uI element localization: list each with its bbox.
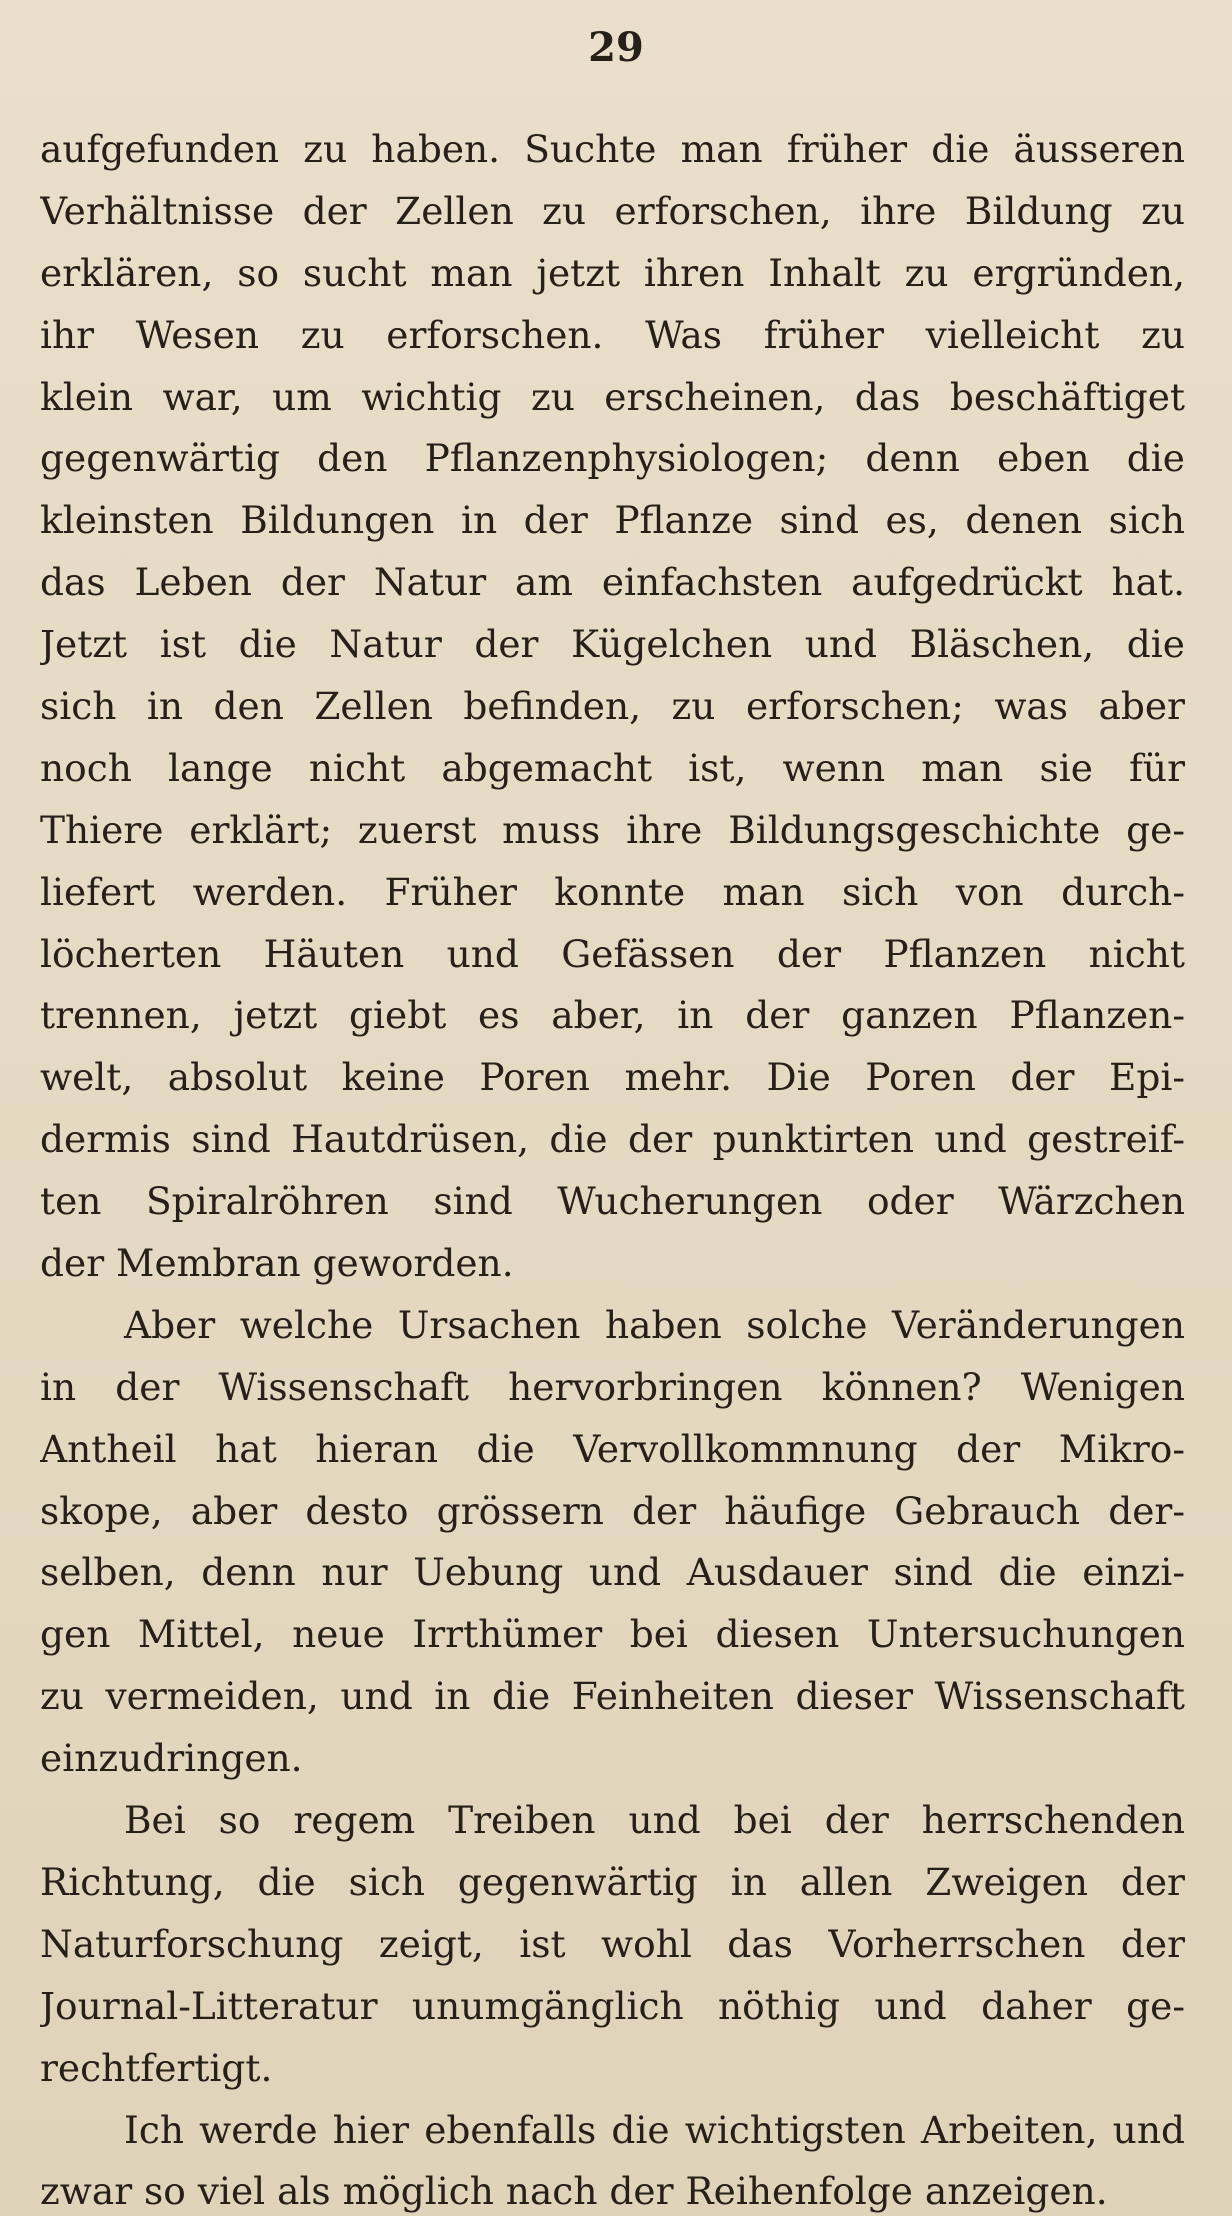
text-line: der Membran geworden. xyxy=(40,1241,514,1286)
text-line: Bei so regem Treiben und bei der herrschenden xyxy=(124,1798,1185,1843)
text-line: selben, denn nur Uebung und Ausdauer sind die einzi- xyxy=(40,1550,1185,1595)
text-line: einzudringen. xyxy=(40,1736,303,1781)
text-line: dermis sind Hautdrüsen, die der punktirten und gestreif- xyxy=(40,1117,1185,1162)
text-line: Ich werde hier ebenfalls die wichtigsten Arbeiten, und xyxy=(124,2107,1185,2152)
text-line: trennen, jetzt giebt es aber, in der ganzen Pflanzen- xyxy=(40,993,1185,1038)
text-line: noch lange nicht abgemacht ist, wenn man sie für xyxy=(40,745,1185,790)
text-line: skope, aber desto grössern der häufige Gebrauch der- xyxy=(40,1488,1185,1533)
text-line: das Leben der Natur am einfachsten aufgedrückt hat. xyxy=(40,560,1185,605)
page-number: 29 xyxy=(588,24,644,71)
text-line: aufgefunden zu haben. Suchte man früher die äusseren xyxy=(40,127,1185,171)
text-line: gen Mittel, neue Irrthümer bei diesen Untersuchungen xyxy=(40,1612,1185,1657)
text-line: Antheil hat hieran die Vervollkommnung der Mikro- xyxy=(40,1426,1185,1471)
text-line: ihr Wesen zu erforschen. Was früher vielleicht zu xyxy=(40,312,1185,357)
text-line: welt, absolut keine Poren mehr. Die Poren der Epi- xyxy=(40,1055,1185,1100)
text-line: Jetzt ist die Natur der Kügelchen und Bläschen, die xyxy=(40,622,1185,667)
text-line: rechtfertigt. xyxy=(40,2045,273,2090)
text-line: löcherten Häuten und Gefässen der Pflanzen nicht xyxy=(40,931,1185,976)
text-line: kleinsten Bildungen in der Pflanze sind es, denen sich xyxy=(40,498,1185,543)
text-line: sich in den Zellen befinden, zu erforschen; was aber xyxy=(40,684,1185,729)
text-line: ten Spiralröhren sind Wucherungen oder Wärzchen xyxy=(40,1179,1185,1224)
text-line: Thiere erklärt; zuerst muss ihre Bildungsgeschichte ge- xyxy=(40,807,1185,852)
text-line: zwar so viel als möglich nach der Reihenfolge anzeigen. xyxy=(40,2169,1108,2214)
text-line: erklären, so sucht man jetzt ihren Inhalt zu ergründen, xyxy=(40,250,1185,295)
text-line: Naturforschung zeigt, ist wohl das Vorherrschen der xyxy=(40,1921,1185,1966)
text-line: gegenwärtig den Pflanzenphysiologen; denn eben die xyxy=(40,436,1185,481)
text-line: liefert werden. Früher konnte man sich von durch- xyxy=(40,869,1185,914)
text-line: Aber welche Ursachen haben solche Veränderungen xyxy=(124,1302,1185,1347)
text-line: klein war, um wichtig zu erscheinen, das beschäftiget xyxy=(40,374,1185,419)
text-line: Verhältnisse der Zellen zu erforschen, ihre Bildung zu xyxy=(40,188,1185,233)
text-line: in der Wissenschaft hervorbringen können? Wenigen xyxy=(40,1364,1185,1409)
body-text xyxy=(40,119,1185,2216)
text-line: zu vermeiden, und in die Feinheiten dieser Wissenschaft xyxy=(40,1674,1185,1719)
text-line: Journal-Litteratur unumgänglich nöthig und daher ge- xyxy=(40,1983,1185,2028)
text-line: Richtung, die sich gegenwärtig in allen Zweigen der xyxy=(40,1859,1185,1904)
